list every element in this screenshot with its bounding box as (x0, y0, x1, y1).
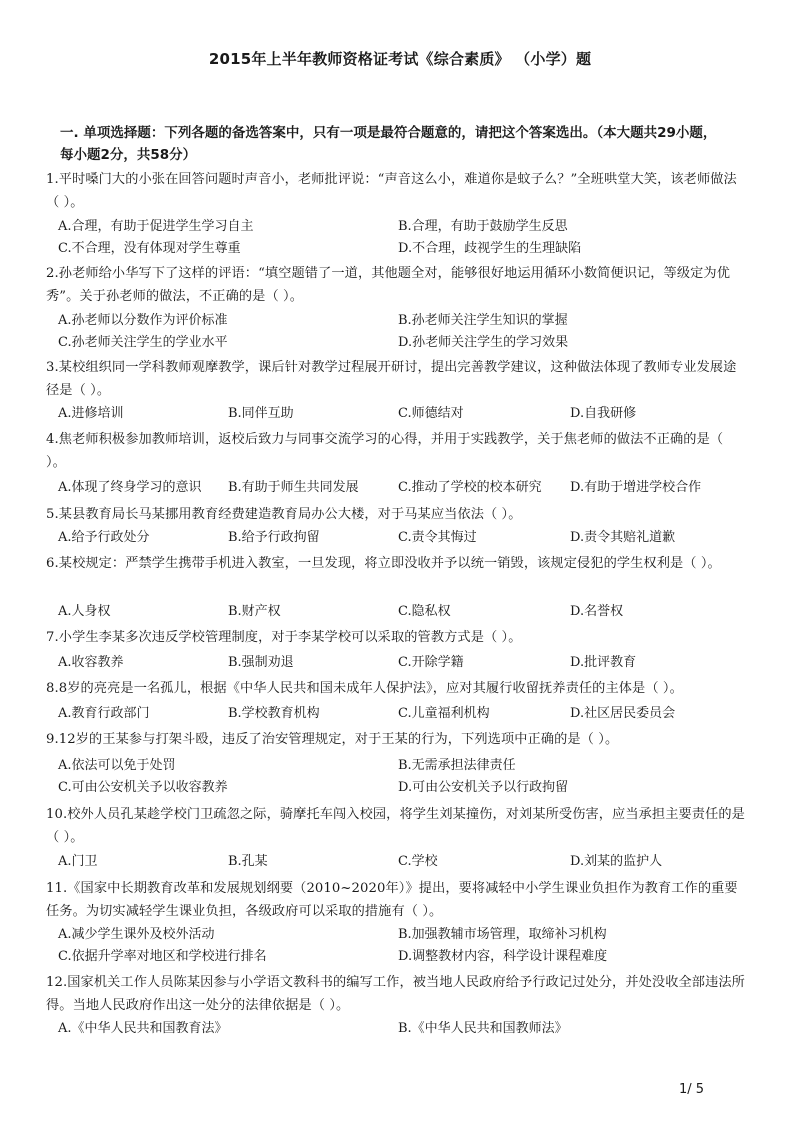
option-a: A.给予行政处分 (58, 530, 150, 545)
option-b: B.《中华人民共和国教师法》 (398, 1021, 568, 1036)
option-b: B.孔某 (228, 854, 268, 869)
option-b: B.同伴互助 (228, 406, 294, 421)
option-a: A.依法可以免于处罚 (58, 758, 176, 773)
option-a: A.体现了终身学习的意识 (58, 480, 202, 495)
question-text: 8.8岁的亮亮是一名孤儿，根据《中华人民共和国未成年人保护法》，应对其履行收留抚养责任的主体是（ ）。 (46, 681, 683, 696)
option-b: B.合理，有助于鼓励学生反思 (398, 219, 568, 234)
option-a: A.进修培训 (58, 406, 124, 421)
option-b: B.加强教辅市场管理，取缔补习机构 (398, 927, 607, 942)
question-text: 12.国家机关工作人员陈某因参与小学语文教科书的编写工作，被当地人民政府给予行政记过处分，并处没收全部违法所得。当地人民政府作出这一处分的法律依据是（ ）。 (46, 975, 745, 1013)
question-text: 2.孙老师给小华写下了这样的评语：“填空题错了一道，其他题全对，能够很好地运用循环小数简便识记，等级定为优秀”。关于孙老师的做法，不正确的是（ ）。 (46, 266, 730, 304)
question-text: 5.某县教育局长马某挪用教育经费建造教育局办公大楼，对于马某应当依法（ ）。 (46, 507, 522, 522)
option-b: B.无需承担法律责任 (398, 758, 516, 773)
option-a: A.孙老师以分数作为评价标准 (58, 313, 228, 328)
option-b: B.学校教育机构 (228, 706, 320, 721)
exam-title: 2015年上半年教师资格证考试《综合素质》 （小学）题 (208, 50, 592, 68)
option-a: A.收容教养 (58, 655, 124, 670)
option-b: B.孙老师关注学生知识的掌握 (398, 313, 568, 328)
question-text: 7.小学生李某多次违反学校管理制度，对于李某学校可以采取的管教方式是（ ）。 (46, 630, 522, 645)
option-d: D.孙老师关注学生的学习效果 (398, 335, 569, 350)
option-d: D.责令其赔礼道歉 (570, 530, 676, 545)
option-a: A.教育行政部门 (58, 706, 150, 721)
option-c: C.师德结对 (398, 406, 464, 421)
option-d: D.刘某的监护人 (570, 854, 663, 869)
option-d: D.调整教材内容，科学设计课程难度 (398, 949, 608, 964)
option-c: C.依据升学率对地区和学校进行排名 (58, 949, 267, 964)
question-text: 3.某校组织同一学科教师观摩教学，课后针对教学过程展开研讨，提出完善教学建议，这种做法体现了教师专业发展途径是（ ）。 (46, 360, 737, 398)
option-d: D.不合理，歧视学生的生理缺陷 (398, 241, 582, 256)
option-c: C.隐私权 (398, 604, 451, 619)
question-text: 1.平时嗓门大的小张在回答问题时声音小，老师批评说：“声音这么小，难道你是蚊子么？”全班哄堂大笑，该老师做法（ ）。 (46, 172, 737, 210)
option-d: D.社区居民委员会 (570, 706, 676, 721)
page-number: 1/ 5 (678, 1082, 704, 1097)
question-text: 11.《国家中长期教育改革和发展规划纲要（2010~2020年）》提出，要将减轻中小学生课业负担作为教育工作的重要任务。为切实减轻学生课业负担，各级政府可以采取的措施有（ ）。 (46, 881, 738, 919)
option-d: D.可由公安机关予以行政拘留 (398, 780, 569, 795)
option-b: B.财产权 (228, 604, 281, 619)
question-text: 10.校外人员孔某趁学校门卫疏忽之际，骑摩托车闯入校园，将学生刘某撞伤，对刘某所受伤害，应当承担主要责任的是（ ）。 (46, 807, 745, 845)
option-b: B.给予行政拘留 (228, 530, 320, 545)
option-a: A.门卫 (58, 854, 98, 869)
option-a: A.合理，有助于促进学生学习自主 (58, 219, 254, 234)
option-d: D.自我研修 (570, 406, 637, 421)
option-c: C.儿童福利机构 (398, 706, 490, 721)
option-a: A.减少学生课外及校外活动 (58, 927, 215, 942)
option-c: C.责令其悔过 (398, 530, 477, 545)
option-b: B.有助于师生共同发展 (228, 480, 359, 495)
option-b: B.强制劝退 (228, 655, 294, 670)
option-d: D.批评教育 (570, 655, 637, 670)
option-c: C.开除学籍 (398, 655, 464, 670)
option-c: C.不合理，没有体现对学生尊重 (58, 241, 241, 256)
question-text: 6.某校规定：严禁学生携带手机进入教室，一旦发现，将立即没收并予以统一销毁，该规定侵犯的学生权利是（ ）。 (46, 556, 721, 571)
section-heading: 一. 单项选择题：下列各题的备选答案中，只有一项是最符合题意的，请把这个答案选出。（本大题共29小题，每小题2分，共58分） (60, 125, 717, 163)
option-c: C.学校 (398, 854, 438, 869)
option-c: C.可由公安机关予以收容教养 (58, 780, 228, 795)
option-d: D.有助于增进学校合作 (570, 480, 702, 495)
option-c: C.孙老师关注学生的学业水平 (58, 335, 228, 350)
option-c: C.推动了学校的校本研究 (398, 480, 542, 495)
option-a: A.人身权 (58, 604, 111, 619)
option-d: D.名誉权 (570, 604, 624, 619)
question-text: 9.12岁的王某参与打架斗殴，违反了治安管理规定，对于王某的行为，下列选项中正确的是（ ）。 (46, 732, 619, 747)
option-a: A.《中华人民共和国教育法》 (58, 1021, 228, 1036)
question-text: 4.焦老师积极参加教师培训，返校后致力与同事交流学习的心得，并用于实践教学，关于焦老师的做法不正确的是（ ）。 (46, 432, 724, 470)
